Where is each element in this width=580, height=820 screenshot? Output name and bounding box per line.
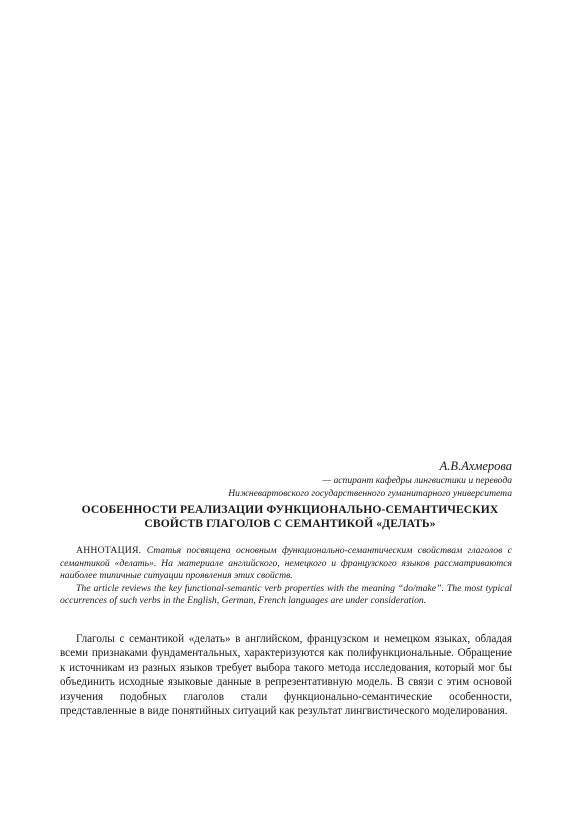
article-title	[60, 503, 520, 531]
abstract-label: АННОТАЦИЯ.	[76, 545, 142, 556]
article-title-line2: СВОЙСТВ ГЛАГОЛОВ С СЕМАНТИКОЙ «ДЕЛАТЬ»	[144, 517, 436, 530]
article-title-line1: ОСОБЕННОСТИ РЕАЛИЗАЦИИ ФУНКЦИОНАЛЬНО-СЕМАНТИЧЕСКИХ	[81, 503, 499, 516]
body-paragraph: Глаголы с семантикой «делать» в английском, французском и немецком языках, обладая всеми признаками фундаментальных, характеризуются как полифункциональные. Обращение к источникам из разных языков требует выбора такого метода исследования, который мог бы объединить исходные языковые данные в репрезентативную модель. В связи с этим основой изучения подобных глаголов стали функционально-семантические особенности, представленные в виде понятийных ситуаций как результат лингвистического моделирования.	[60, 633, 512, 718]
abstract-text-en: The article reviews the key functional-semantic verb properties with the meaning “do/make”. The most typical occurrences of such verbs in the English, German, French languages are under consideration.	[60, 582, 512, 607]
abstract	[60, 545, 512, 608]
author-name: А.В.Ахмерова	[439, 459, 512, 473]
author-institution: Нижневартовского государственного гуманитарного университета	[228, 488, 512, 499]
author-block	[72, 458, 512, 500]
abstract-text-ru: Статья посвящена основным функционально-семантическим свойствам глаголов с семантикой «делать». На материале английского, немецкого и французского языков рассматриваются наиболее типичные ситуации проявления этих свойств.	[60, 545, 512, 582]
author-position: — аспирант кафедры лингвистики и перевода	[322, 475, 512, 486]
body-text	[60, 632, 512, 718]
abstract-ru-paragraph	[60, 545, 512, 583]
